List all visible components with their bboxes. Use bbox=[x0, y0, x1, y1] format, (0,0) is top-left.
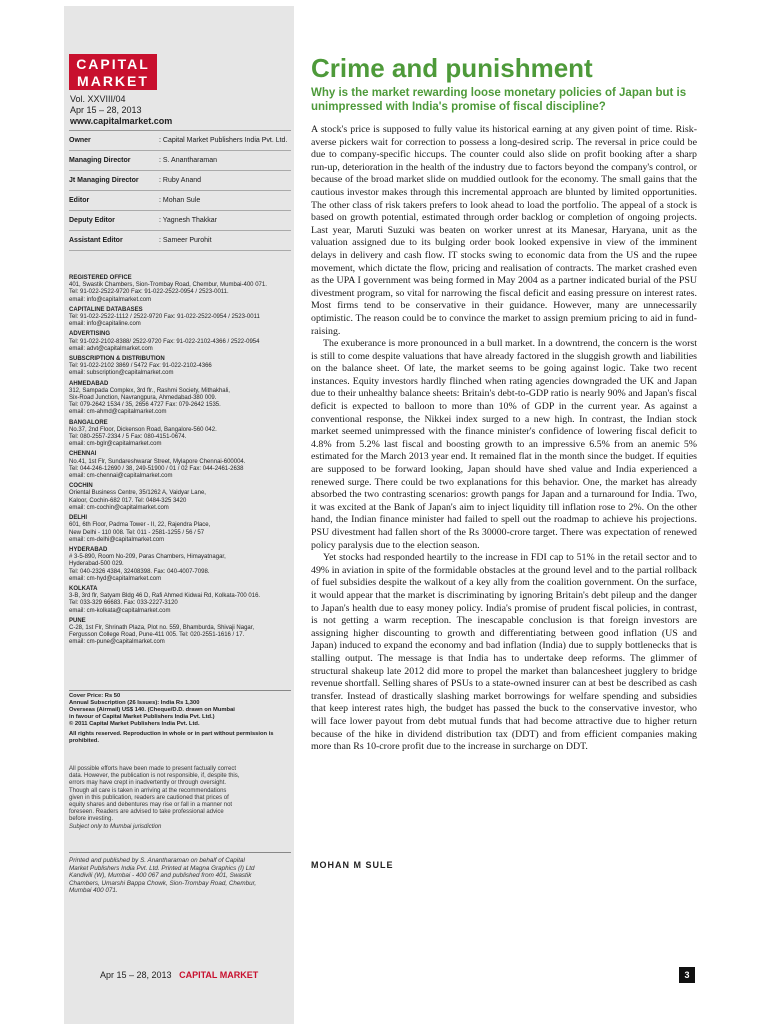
staff-role: Managing Director bbox=[69, 157, 131, 164]
staff-role: Jt Managing Director bbox=[69, 177, 139, 184]
staff-role: Assistant Editor bbox=[69, 237, 123, 244]
office-address: No.41, 1st Flr, Sundareshwarar Street, Mylapore Chennai-600004. Tel: 044-246-12690 / 38, 249-51900 / 01 / 02 Fax: 044-2461-2638 email: cm-chennai@capitalmarket.com bbox=[69, 458, 246, 480]
staff-name: : Mohan Sule bbox=[159, 197, 201, 204]
pricing-box bbox=[69, 690, 291, 745]
disclaimer-text: All possible efforts have been made to present factually correct data. However, the publication is not responsible, if, despite this, errors may have crept in inadvertently or through oversight. Though all care is taken in arriving at the recommendations given in this publication, readers are cautioned that prices of equity shares and debentures may rise or fall in a manner not foreseen. Readers are advised to take professional advice before investing. bbox=[69, 766, 240, 823]
staff-name: : Capital Market Publishers India Pvt. Ltd. bbox=[159, 137, 288, 144]
article-body bbox=[311, 124, 697, 754]
staff-name: : Sameer Purohit bbox=[159, 237, 212, 244]
article-deck: Why is the market rewarding loose monetary policies of Japan but is unimpressed with India's promise of fiscal discipline? bbox=[311, 87, 687, 113]
office-heading: HYDERABAD bbox=[69, 546, 108, 553]
disclaimer bbox=[69, 766, 291, 831]
office-heading: SUBSCRIPTION & DISTRIBUTION bbox=[69, 356, 165, 363]
printer-credit: Printed and published by S. Anantharaman on behalf of Capital Market Publishers India Pvt. Ltd. Printed at Magna Graphics (I) Ltd Kandivili (W), Mumbai - 400 067 and published from 401, Swastik Chambers, Umarshi Bappa Chowk, Sion-Trombay Road, Chembur, Mumbai 400 071. bbox=[69, 852, 291, 895]
office-block bbox=[69, 307, 291, 329]
page-footer bbox=[100, 970, 258, 980]
website-link[interactable]: www.capitalmarket.com bbox=[70, 116, 173, 126]
office-address: 3-B, 3rd flr, Satyam Bldg 46 D, Rafi Ahmed Kidwai Rd, Kolkata-700 016. Tel: 033-329 66683. Fax: 033-2227-3120 email: cm-kolkata@capitalmarket.com bbox=[69, 593, 261, 614]
jurisdiction-note: Subject only to Mumbai jurisdiction bbox=[69, 823, 162, 830]
office-heading: COCHIN bbox=[69, 483, 93, 490]
office-address: Tel: 91-022-2102-8388/ 2522-9720 Fax: 91-022-2102-4366 / 2522-0954 email: advt@capitalmarket.com bbox=[69, 338, 260, 352]
staff-row bbox=[69, 131, 291, 151]
article-paragraph: The exuberance is more pronounced in a bull market. In a downtrend, the concern is the worst is still to come despite valuations that have already factored in the sluggish growth and liabilities on the balance sheet. Of late, the market seems to be going against logic. Take two recent instances. Equity investors hardly flinched when rating agencies downgraded the UK and Japan due to their unhealthy balance sheets: Britain's debt-to-GDP ratio is nearly 90% and Japan's fiscal deficit is expected to balloon to more than 10% of GDP in the current year. As against a conventional response, the Nikkei index surged to a new high. In contrast, the Indian stock market seemed unimpressed with the finance minister's confidence of lowering fiscal deficit to 4.8% from 5.2% last fiscal and boosting growth to an impressive 6.5% from an anemic 5% estimated for the March 2013 year end. It remained flat in the month since the budget. If equities are supposed to be forward looking, Japan should have shed value and India experienced a renewed surge. There could be two explanations for this behavior. One, the market has already absorbed the two contrasting scenarios: growth pangs for Japan and a turnaround for India. Two, it was excited at the Bank of Japan's aim to inject liquidity till inflation rose to 2%. On the other hand, the Indian finance minister had failed to spell out the roadmap to achieve his projections. PSU divestment had fallen short of the Rs 30000-crore target. There was expectation of renewed policy paralysis due to the election season. bbox=[311, 338, 697, 551]
office-block bbox=[69, 515, 291, 544]
office-block bbox=[69, 451, 291, 480]
issue-info bbox=[70, 94, 290, 127]
staff-name: : Yagnesh Thakkar bbox=[159, 217, 217, 224]
office-block bbox=[69, 331, 291, 353]
office-heading: CHENNAI bbox=[69, 451, 97, 458]
office-address: Tel: 91-022-2522-1112 / 2522-9720 Fax: 91-022-2522-0954 / 2523-0011 email: info@capitaline.com bbox=[69, 314, 260, 328]
staff-row bbox=[69, 151, 291, 171]
office-heading: CAPITALINE DATABASES bbox=[69, 306, 143, 313]
logo-line-1: CAPITAL bbox=[76, 56, 150, 72]
staff-role: Editor bbox=[69, 197, 90, 204]
staff-role: Deputy Editor bbox=[69, 217, 115, 224]
office-heading: BANGALORE bbox=[69, 419, 108, 426]
staff-row bbox=[69, 171, 291, 191]
office-block bbox=[69, 547, 291, 583]
staff-row bbox=[69, 211, 291, 231]
office-address: 312, Sampada Complex, 3rd flr., Rashmi Society, Mithakhali, Six-Road Junction, Navrangpura, Ahmedabad-380 009. Tel: 079-2642 1534 / 35, 2656 4727 Fax: 079-2642 1535. email: cm-ahmd@capitalmarket.com bbox=[69, 387, 230, 416]
office-address: Oriental Business Centre, 35/1262 A, Vaidyar Lane, Kaloor, Cochin-682 017. Tel: 0484-325 3420 email: cm-cochin@capitalmarket.com bbox=[69, 490, 206, 511]
footer-date: Apr 15 – 28, 2013 bbox=[100, 970, 172, 980]
office-block bbox=[69, 618, 291, 647]
office-heading: REGISTERED OFFICE bbox=[69, 275, 132, 281]
office-block bbox=[69, 483, 291, 512]
office-directory bbox=[69, 275, 291, 650]
staff-table bbox=[69, 130, 291, 251]
office-heading: KOLKATA bbox=[69, 585, 98, 592]
staff-role: Owner bbox=[69, 137, 91, 144]
office-address: # 3-5-890, Room No-209, Paras Chambers, Himayatnagar, Hyderabad-500 029. Tel: 040-2326 4384, 32408398. Fax: 040-4007-7098. email: cm-hyd@capitalmarket.com bbox=[69, 554, 226, 582]
office-address: 601, 6th Floor, Padma Tower - II, 22, Rajendra Place, New Delhi - 110 008. Tel: 011 - 2581-1255 / 56 / 57 email: cm-delhi@capitalmarket.com bbox=[69, 522, 211, 543]
footer-brand: CAPITAL MARKET bbox=[179, 970, 259, 980]
office-block bbox=[69, 275, 291, 304]
staff-row bbox=[69, 231, 291, 251]
volume-number: Vol. XXVIII/04 bbox=[70, 94, 126, 104]
staff-name: : S. Anantharaman bbox=[159, 157, 217, 164]
pricing-text: Cover Price: Rs 50 Annual Subscription (26 Issues): India Rs 1,300 Overseas (Airmail) US$ 140. (Cheque/D.D. drawn on Mumbai in favour of Capital Market Publishers India Pvt. Ltd.) © 2011 Capital Market Publishers India Pvt. Ltd. bbox=[69, 693, 235, 727]
logo-line-2: MARKET bbox=[77, 73, 149, 89]
capital-market-logo bbox=[69, 54, 157, 90]
office-address: 401, Swastik Chambers, Sion-Trombay Road, Chembur, Mumbai-400 071. Tel: 91-022-2522-9720 Fax: 91-022-2522-0954 / 2523-0011. email: info@capitalmarket.com bbox=[69, 282, 267, 303]
office-block bbox=[69, 420, 291, 449]
article-paragraph: A stock's price is supposed to fully value its historical earning at any given point of time. Risk-averse pickers wait for correction to possess a long-desired scrip. The reversal in price could be due to company-specific hiccups. The counter could also slide on profit booking after a sharp run-up, deterioration in the health of the industry due to factors beyond the company's control, or because of the broad market slide on muddied outlook for the economy. The small gains that the cautious investor makes through this incremental approach are blunted by limited opportunities. The other class of risk takers prefers to look ahead to load the portfolio. The appeal of a stock is based on growth potential, estimated through order backlog or completion of ongoing projects. Last year, Maruti Suzuki was beaten on worker unrest at its Manesar, Haryana, unit as the valuation assigned due to its bulging order book looked expensive in view of the imminent delays in delivery and cash flow. IT stocks swing to economic data from the US and the rupee movement, which dictate the flow, pricing and realisation of contracts. The market crashed even as the UPA I government was being formed in May 2004 as a partner indicated burial of the PSU divestment program, so vital for narrowing the fiscal deficit and easing pressure on interest rates. Most firms tend to be conservative in their guidance. However, many are unnecessarily optimistic. The reason could be to convince the market to assign premium pricing to aid in fund-raising. bbox=[311, 124, 697, 337]
office-heading: PUNE bbox=[69, 617, 86, 624]
office-heading: AHMEDABAD bbox=[69, 380, 109, 387]
office-address: C-28, 1st Flr, Shrinath Plaza, Plot no. 559, Bhamburda, Shivaji Nagar, Fergusson College Road, Pune-411 005. Tel: 020-2551-1616 / 17. email: cm-pune@capitalmarket.com bbox=[69, 624, 255, 646]
office-block bbox=[69, 356, 291, 378]
rights-notice: All rights reserved. Reproduction in whole or in part without permission is prohibited. bbox=[69, 731, 274, 744]
issue-date: Apr 15 – 28, 2013 bbox=[70, 105, 142, 115]
office-address: No.37, 2nd Floor, Dickenson Road, Bangalore-560 042. Tel: 080-2557-2334 / 5 Fax: 080-4151-0674. email: cm-bglr@capitalmarket.com bbox=[69, 426, 217, 448]
page-number: 3 bbox=[679, 967, 695, 983]
staff-row bbox=[69, 191, 291, 211]
staff-name: : Ruby Anand bbox=[159, 177, 202, 184]
article-paragraph: Yet stocks had responded heartily to the increase in FDI cap to 51% in the retail sector and to 49% in aviation in spite of the formidable obstacles at the ground level and to the partial rollback of fuel subsidies despite the walkout of a key ally from the coalition government. On the surface, it would appear that the market is discriminating by ignoring Britain's debt pileup and the danger to Japan's health due to easy money policy. India's promise of prudent fiscal policies, in contrast, is not getting a warm reception. The inescapable conclusion is that foreign investors are assigning higher discounting to growth and differentiating between good inflation (US and Japan) induced to expand the economy and bad inflation (India) due to supply bottlenecks that is stalling output. The message is that India has to undertake deep reforms. The glimmer of structural shakeup late 2012 did more to propel the market than balancesheet jugglery to bridge revenue shortfall. Selling shares of PSUs to a state-owned insurer can at best be described as cash transfer. Instead of drastically slashing market borrowings for welfare spending and subsidies that keep interest rates high, the budget has passed the buck to the conservative investor, who will face lower payout from debt mutual funds that had become attractive due to higher return because of the hike in dividend distribution tax (DDT) and from efficient companies making more than Rs 10-crore profit due to the increase in surcharge on DDT. bbox=[311, 552, 697, 753]
office-block bbox=[69, 381, 291, 417]
office-address: Tel: 91-022-2102 3869 / 5472 Fax: 91-022-2102-4366 email: subscription@capitalmarket.com bbox=[69, 363, 212, 377]
office-block bbox=[69, 586, 291, 615]
office-heading: DELHI bbox=[69, 515, 87, 522]
article-title: Crime and punishment bbox=[311, 53, 593, 83]
article-byline: MOHAN M SULE bbox=[311, 860, 394, 870]
office-heading: ADVERTISING bbox=[69, 331, 111, 338]
